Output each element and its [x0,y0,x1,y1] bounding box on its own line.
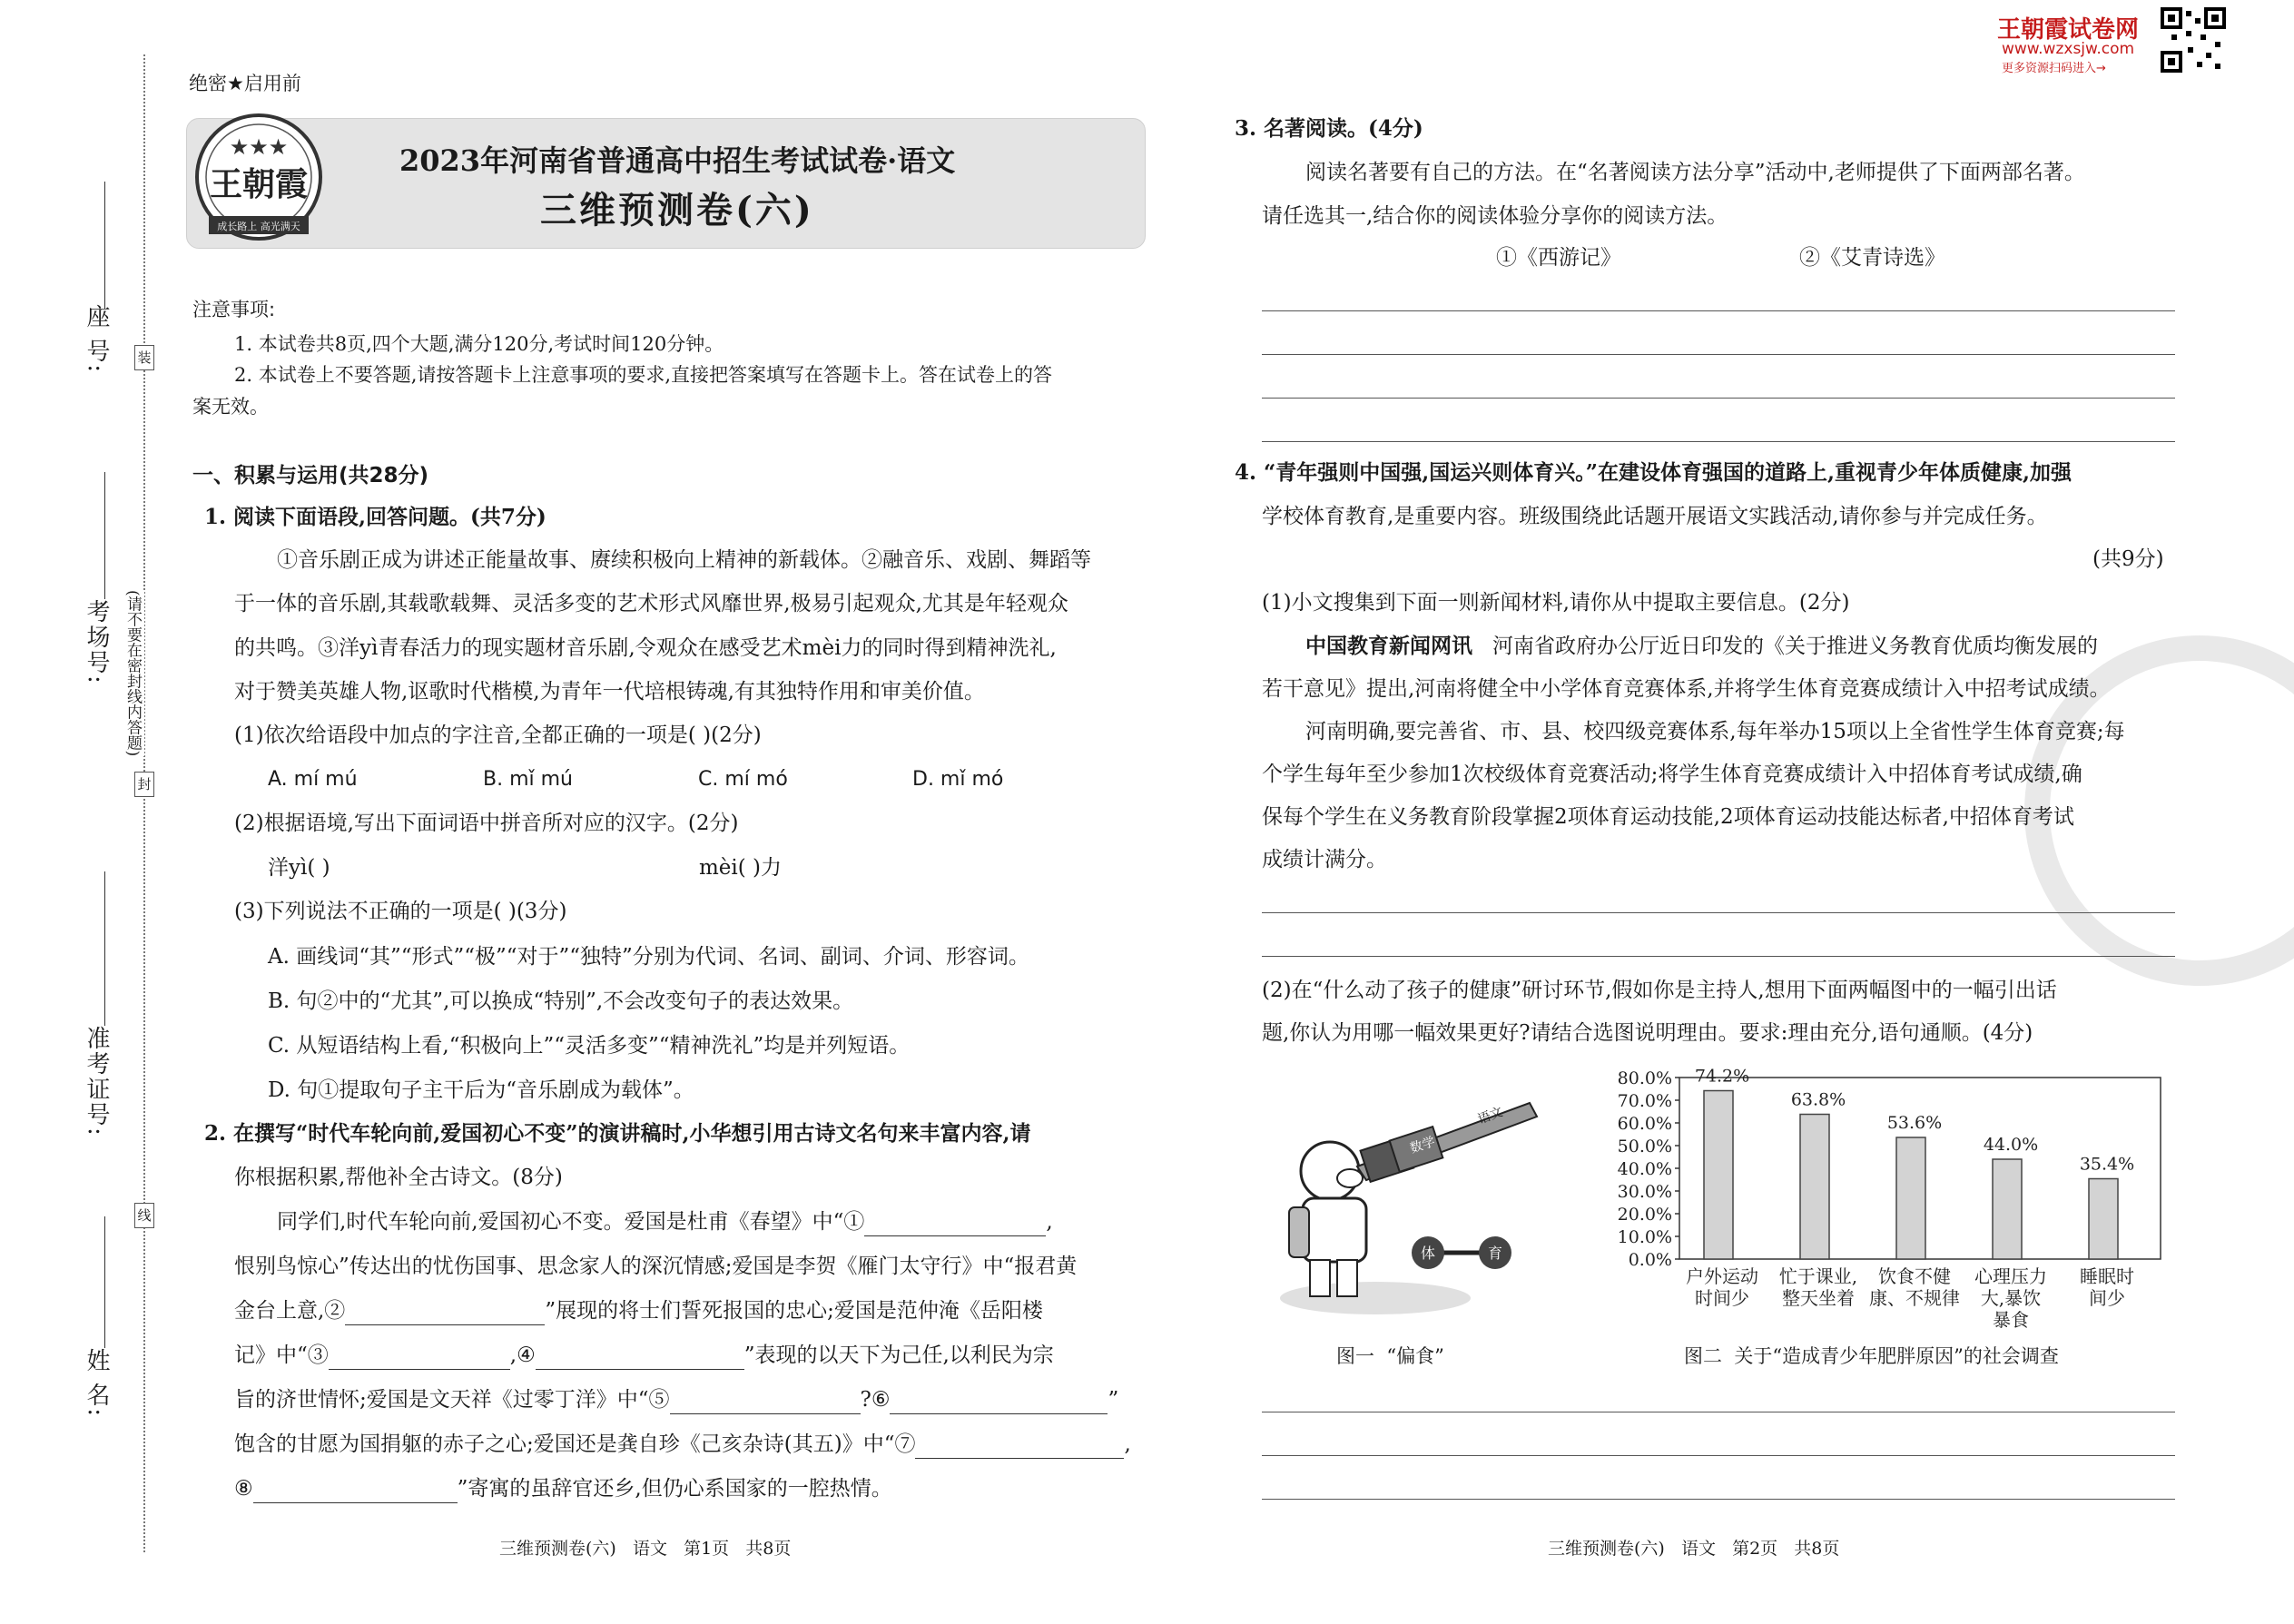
q2-line-1 [277,1207,1053,1236]
exam-title: 2023年河南省普通高中招生考试试卷·语文 [399,143,956,178]
q1-sub1-option-d[interactable]: D. mǐ mó [912,768,1004,791]
ticket-field-line[interactable] [104,871,105,1026]
q4-sub2-2: 题,你认为用哪一幅效果更好?请结合选图说明理由。要求:理由充分,语句通顺。(4分) [1262,1021,2033,1045]
fig1-label-ti: 体 [1420,1245,1436,1262]
q2-line-3 [234,1296,1043,1325]
bar [1896,1137,1925,1259]
brand-logo [191,109,327,245]
q1-stem-text: 1. 阅读下面语段,回答问题。(共7分) [204,505,546,529]
q4-sub2-answer-line-2[interactable] [1262,1455,2175,1456]
q3-line-2: 请任选其一,结合你的阅读体验分享你的阅读方法。 [1262,204,1728,228]
q2-blank-5[interactable] [670,1390,861,1414]
fig1-label-yu: 育 [1487,1245,1503,1262]
room-label: 考场号: [83,599,110,685]
q2-l5c: ” [1108,1388,1119,1412]
q4-sub1-answer-line-1[interactable] [1262,912,2175,913]
notes-item-3: 案无效。 [192,396,269,418]
q1-sub3: (3)下列说法不正确的一项是( )(3分) [234,900,567,923]
q1-sub1: (1)依次给语段中加点的字注音,全都正确的一项是( )(2分) [234,723,762,747]
seat-field-line[interactable] [104,182,105,309]
q3-answer-line-3[interactable] [1262,398,2175,399]
bar [1993,1159,2022,1259]
binding-line [143,54,145,1552]
name-field-line[interactable] [104,1216,105,1348]
q2-blank-6[interactable] [890,1390,1108,1414]
bar [1704,1091,1733,1260]
figure1-illustration [1266,1080,1557,1321]
bar-value-label: 35.4% [2079,1154,2135,1175]
q2-stem-1-text: 2. 在撰写“时代车轮向前,爱国初心不变”的演讲稿时,小华想引用古诗文名句来丰富内容,请 [204,1121,1031,1146]
bar-value-label: 44.0% [1983,1135,2039,1155]
svg-text:★★★: ★★★ [229,134,289,160]
category-label: 整天坐着 [1782,1287,1855,1309]
q3-stem-text: 3. 名著阅读。(4分) [1235,116,1423,141]
confidential-mark: 绝密★启用前 [189,73,301,94]
news-source: 中国教育新闻网讯 [1305,635,1472,658]
notes-item-2: 2. 本试卷上不要答题,请按答题卡上注意事项的要求,直接把答案填写在答题卡上。答在试卷上的答 [234,364,1053,386]
q1-sub1-option-b[interactable]: B. mǐ mú [483,768,573,791]
q2-blank-2[interactable] [345,1301,545,1325]
y-tick-label: 70.0% [1617,1091,1672,1111]
q1-sub3-option-d[interactable]: D. 句①提取句子主干后为“音乐剧成为载体”。 [268,1078,694,1102]
q1-passage-3: 的共鸣。③洋yì青春活力的现实题材音乐剧,令观众在感受艺术mèi力的同时得到精神洗礼, [234,636,1057,660]
category-label: 时间少 [1695,1287,1749,1309]
category-label: 康、不规律 [1869,1287,1960,1309]
q1-sub3-option-b[interactable]: B. 句②中的“尤其”,可以换成“特别”,不会改变句子的表达效果。 [268,989,854,1013]
category-label: 户外运动 [1686,1265,1758,1287]
q2-l3a: 金台上意,② [234,1299,346,1323]
seal-char-xian: 线 [134,1203,154,1228]
q2-line-2: 恨别鸟惊心”传达出的忧伤国事、思念家人的深沉情感;爱国是李贺《雁门太守行》中“报君黄 [234,1255,1078,1278]
q2-line-5 [234,1385,1118,1414]
ticket-label: 准考证号: [83,1026,110,1137]
bar [1800,1115,1829,1260]
q2-l4c: ”表现的以天下为己任,以利民为宗 [743,1343,1054,1367]
room-field-line[interactable] [104,472,105,599]
q4-news-4: 个学生每年至少参加1次校级体育竞赛活动;将学生体育竞赛成绩计入中招体育考试成绩,确 [1262,763,2082,786]
logo-slogan: 成长路上 高光满天 [217,221,300,232]
notes-title: 注意事项: [192,299,276,320]
q1-passage-1: ①音乐剧正成为讲述正能量故事、赓续积极向上精神的新载体。②融音乐、戏剧、舞蹈等 [277,548,1091,572]
name-label: 姓 名: [83,1348,110,1419]
q1-passage-2: 于一体的音乐剧,其载歌载舞、灵活多变的艺术形式风靡世界,极易引起观众,尤其是年轻观众 [234,592,1068,615]
figure2-caption: 图二 关于“造成青少年肥胖原因”的社会调查 [1684,1345,2059,1367]
q4-news-3: 河南明确,要完善省、市、县、校四级竞赛体系,每年举办15项以上全省性学生体育竞赛;每 [1305,720,2125,743]
bar-value-label: 53.6% [1886,1113,1943,1133]
news-line-1: 河南省政府办公厅近日印发的《关于推进义务教育优质均衡发展的 [1492,635,2098,658]
q2-line-4 [234,1341,1054,1370]
section1-title: 一、积累与运用(共28分) [192,464,429,487]
q3-book-2[interactable]: ②《艾青诗选》 [1799,246,1945,270]
q2-l1a: 同学们,时代车轮向前,爱国初心不变。爱国是杜甫《春望》中“① [277,1210,865,1234]
q1-sub3-option-a[interactable]: A. 画线词“其”“形式”“极”“对于”“独特”分别为代词、名词、副词、介词、形容词。 [268,945,1029,969]
q3-answer-line-1[interactable] [1262,310,2175,311]
y-tick-label: 40.0% [1617,1159,1672,1179]
q2-blank-7[interactable] [915,1434,1124,1459]
y-tick-label: 30.0% [1617,1182,1672,1202]
sub-title: 三维预测卷(六) [540,189,814,231]
seal-char-feng: 封 [134,772,154,797]
q2-line-7 [234,1474,892,1503]
q1-sub2: (2)根据语境,写出下面词语中拼音所对应的汉字。(2分) [234,812,739,835]
category-label: 忙于课业, [1778,1265,1858,1287]
category-label: 间少 [2089,1287,2125,1309]
q4-sub2-1: (2)在“什么动了孩子的健康”研讨环节,假如你是主持人,想用下面两幅图中的一幅引出话 [1262,979,2057,1002]
category-label: 大,暴饮 [1980,1287,2042,1309]
notes-item-1: 1. 本试卷共8页,四个大题,满分120分,考试时间120分钟。 [234,333,724,355]
fig1-book-chinese: 语文 [1475,1105,1505,1127]
footer-right: 三维预测卷(六) 语文 第2页 共8页 [1548,1539,1840,1559]
y-tick-label: 0.0% [1628,1250,1672,1270]
bar-value-label: 74.2% [1694,1067,1750,1087]
q4-news-5: 保每个学生在义务教育阶段掌握2项体育运动技能,2项体育运动技能达标者,中招体育考试 [1262,805,2074,829]
q2-blank-1[interactable] [864,1212,1046,1236]
q2-line-6 [234,1430,1131,1459]
q4-news-2: 若干意见》提出,河南将健全中小学体育竞赛体系,并将学生体育竞赛成绩计入中招考试成绩。 [1262,677,2111,701]
y-tick-label: 60.0% [1617,1114,1672,1134]
brand-name: 王朝霞试卷网 [1997,16,2140,44]
y-tick-label: 10.0% [1617,1227,1672,1247]
q4-sub2-answer-line-3[interactable] [1262,1499,2175,1500]
brand-url: www.wzxsjw.com [2002,40,2135,58]
logo-text: 王朝霞 [209,165,309,203]
q2-l3b: ”展现的将士们誓死报国的忠心;爱国是范仲淹《岳阳楼 [545,1299,1043,1323]
q1-passage-4: 对于赞美英雄人物,讴歌时代楷模,为青年一代培根铸魂,有其独特作用和审美价值。 [234,680,985,704]
seat-label: 座 号: [83,304,110,375]
q2-l7a: ⑧ [234,1477,253,1501]
q4-sub1-answer-line-2[interactable] [1262,956,2175,957]
q2-l4a: 记》中“③ [234,1343,329,1367]
q2-l1b: , [1046,1210,1053,1234]
y-tick-label: 50.0% [1617,1137,1672,1156]
brand-scan: 更多资源扫码进入→ [2002,62,2106,75]
figure2-chart [1607,1067,2179,1339]
bar [2089,1179,2118,1260]
q1-sub1-option-a[interactable]: A. mí mú [268,768,358,791]
q1-stem [204,503,546,532]
q2-l6a: 饱含的甘愿为国捐躯的赤子之心;爱国还是龚自珍《己亥杂诗(其五)》中“⑦ [234,1432,916,1456]
q2-l5a: 旨的济世情怀;爱国是文天祥《过零丁洋》中“⑤ [234,1388,670,1412]
category-label: 暴食 [1993,1309,2029,1331]
category-label: 饮食不健 [1878,1265,1951,1287]
footer-left: 三维预测卷(六) 语文 第1页 共8页 [499,1539,792,1559]
q4-stem-1-text: 4. “青年强则中国强,国运兴则体育兴。”在建设体育强国的道路上,重视青少年体质健康,加强 [1235,460,2072,485]
q1-sub2-blank-1[interactable]: 洋yì( ) [268,856,330,880]
q2-stem-2: 你根据积累,帮他补全古诗文。(8分) [234,1166,563,1189]
bar-value-label: 63.8% [1790,1089,1846,1110]
seal-notice: (请不要在密封线内答题) [122,590,144,756]
q1-sub3-option-c[interactable]: C. 从短语结构上看,“积极向上”“灵活多变”“精神洗礼”均是并列短语。 [268,1034,911,1058]
q4-sub1: (1)小文搜集到下面一则新闻材料,请你从中提取主要信息。(2分) [1262,591,1850,615]
y-tick-label: 80.0% [1617,1068,1672,1088]
q2-stem-1 [204,1119,1031,1148]
figure1-caption: 图一 “偏食” [1336,1345,1444,1367]
q3-answer-line-2[interactable] [1262,354,2175,355]
q3-line-1: 阅读名著要有自己的方法。在“名著阅读方法分享”活动中,老师提供了下面两部名著。 [1305,161,2085,184]
qr-code[interactable] [2161,7,2226,73]
category-label: 睡眠时 [2080,1265,2134,1287]
q3-book-1[interactable]: ①《西游记》 [1496,246,1621,270]
q2-blank-3[interactable] [329,1345,510,1370]
q3-stem [1235,114,1423,143]
y-tick-label: 20.0% [1617,1205,1672,1225]
q2-l7b: ”寄寓的虽辞官还乡,但仍心系国家的一腔热情。 [457,1477,892,1501]
q4-news-6: 成绩计满分。 [1262,848,1387,871]
q2-blank-8[interactable] [253,1479,458,1503]
q2-l6b: , [1124,1432,1131,1456]
q2-l5b: ?⑥ [860,1388,891,1412]
q2-l4b: ,④ [509,1343,536,1367]
q2-blank-4[interactable] [536,1345,744,1370]
q4-news-1 [1305,632,2098,661]
fig1-book-math: 数学 [1408,1134,1437,1156]
q1-sub2-blank-2[interactable]: mèi( )力 [699,856,783,880]
q3-answer-line-4[interactable] [1262,441,2175,442]
seal-char-zhuang: 装 [134,345,154,370]
category-label: 心理压力 [1974,1265,2047,1287]
q1-sub1-option-c[interactable]: C. mí mó [698,768,788,791]
bar-chart-svg [1607,1067,2179,1339]
q4-score: (共9分) [2092,547,2164,571]
q4-stem-1 [1235,458,2072,487]
q4-stem-2: 学校体育教育,是重要内容。班级围绕此话题开展语文实践活动,请你参与并完成任务。 [1262,505,2048,528]
